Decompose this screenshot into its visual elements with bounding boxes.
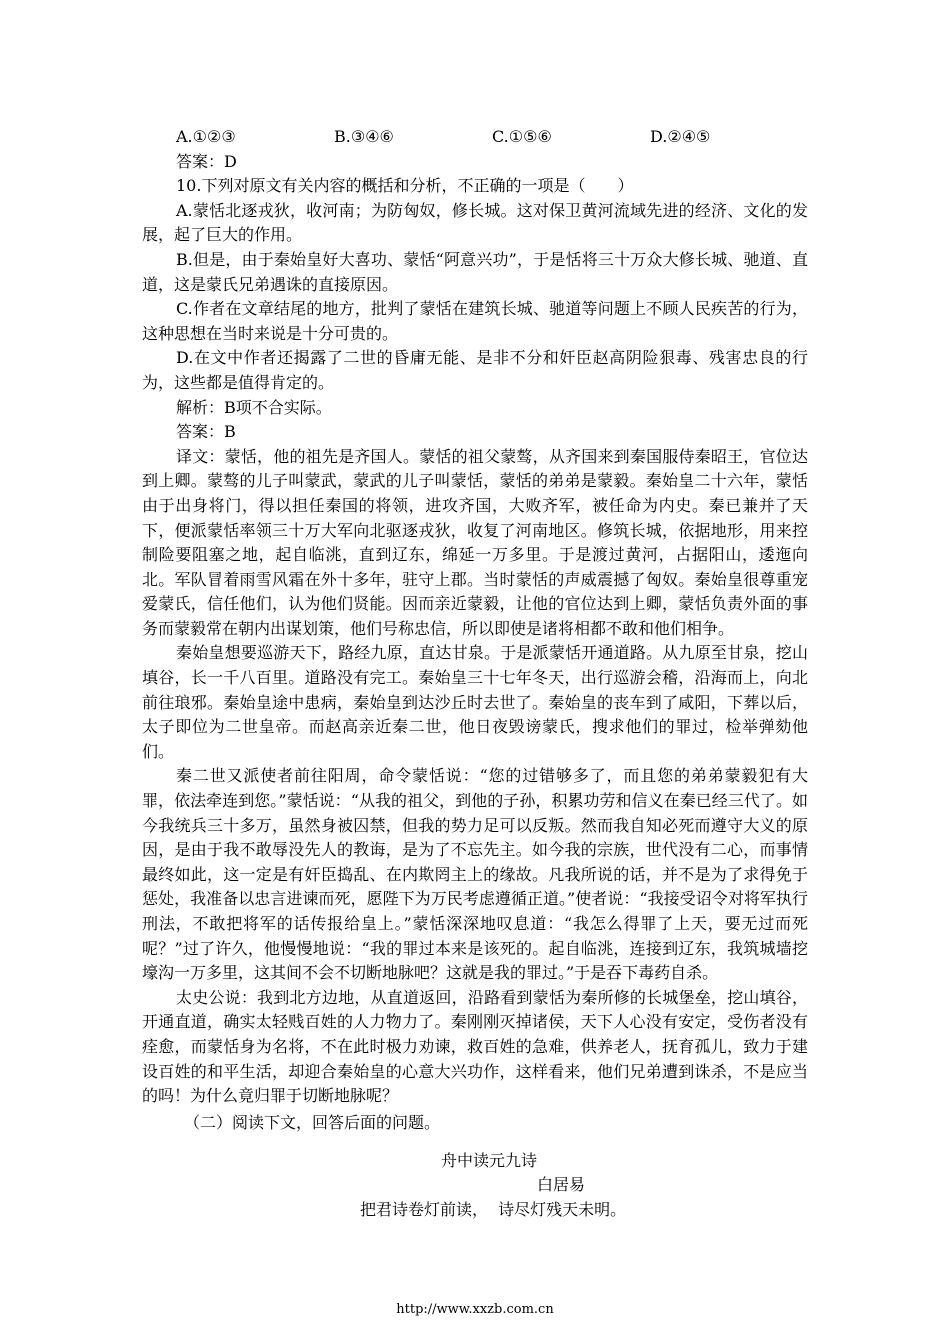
option-c: C.①⑤⑥ bbox=[492, 127, 552, 146]
q10-option-d: D.在文中作者还揭露了二世的昏庸无能、是非不分和奸臣赵高阴险狠毒、残害忠良的行为，这些都是值得肯定的。 bbox=[142, 348, 808, 392]
option-d: D.②④⑤ bbox=[650, 127, 711, 146]
q10-option-c: C.作者在文章结尾的地方，批判了蒙恬在建筑长城、驰道等问题上不顾人民疾苦的行为，这种思想在当时来说是十分可贵的。 bbox=[142, 299, 808, 343]
translation-paragraph-3: 秦二世又派使者前往阳周，命令蒙恬说：“您的过错够多了，而且您的弟弟蒙毅犯有大罪，依法牵连到您。”蒙恬说：“从我的祖父，到他的子孙，积累功劳和信义在秦已经三代了。如今我统兵三十多万，虽然身被囚禁，但我的势力足可以反叛。然而我自知必死而遵守大义的原因，是由于我不敢辱没先人的教诲，是为了不忘先主。如今我的宗族，世代没有二心，而事情最终如此，这一定是有奸臣捣乱、在内欺罔主上的缘故。凡我所说的话，并不是为了求得免于惩处，我准备以忠言进谏而死，愿陛下为万民考虑遵循正道。”使者说：“我接受诏令对将军执行刑法，不敢把将军的话传报给皇上。”蒙恬深深地叹息道：“我怎么得罪了上天，要无过而死呢？”过了许久，他慢慢地说：“我的罪过本来是该死的。起自临洮，连接到辽东，我筑城墙挖壕沟一万多里，这其间不会不切断地脉吧？这就是我的罪过。”于是吞下毒药自杀。 bbox=[142, 766, 808, 983]
answer-10: 答案：B bbox=[176, 422, 236, 442]
q10-option-b: B.但是，由于秦始皇好大喜功、蒙恬“阿意兴功”，于是恬将三十万众大修长城、驰道、直道，这是蒙氏兄弟遇诛的直接原因。 bbox=[142, 249, 808, 294]
option-a: A.①②③ bbox=[176, 127, 236, 146]
q9-options bbox=[142, 125, 808, 150]
question-10: 10.下列对原文有关内容的概括和分析，不正确的一项是（ ） bbox=[176, 176, 634, 196]
section-2-heading: （二）阅读下文，回答后面的问题。 bbox=[184, 1112, 441, 1132]
translation-paragraph-1: 译文：蒙恬，他的祖先是齐国人。蒙恬的祖父蒙骜，从齐国来到秦国服侍秦昭王，官位达到上卿。蒙骜的儿子叫蒙武，蒙武的儿子叫蒙恬，蒙恬的弟弟是蒙毅。秦始皇二十六年，蒙恬由于出身将门，得以担任秦国的将领，进攻齐国，大败齐军，被任命为内史。秦已兼并了天下，便派蒙恬率领三十万大军向北驱逐戎狄，收复了河南地区。修筑长城，依据地形，用来控制险要阻塞之地，起自临洮，直到辽东，绵延一万多里。于是渡过黄河，占据阳山，逶迤向北。军队冒着雨雪风霜在外十多年，驻守上郡。当时蒙恬的声威震撼了匈奴。秦始皇很尊重宠爱蒙氏，信任他们，认为他们贤能。因而亲近蒙毅，让他的官位达到上卿，蒙恬负责外面的事务而蒙毅常在朝内出谋划策，他们号称忠信，所以即使是诸将相都不敢和他们相争。 bbox=[142, 446, 808, 638]
poem-author: 白居易 bbox=[537, 1175, 586, 1194]
translation-paragraph-4: 太史公说：我到北方边地，从直道返回，沿路看到蒙恬为秦所修的长城堡垒，挖山填谷，开通直道，确实太轻贱百姓的人力物力了。秦刚刚灭掉诸侯，天下人心没有安定，受伤者没有痊愈，而蒙恬身为名将，不在此时极力劝谏，救百姓的急难，供养老人，抚育孤儿，致力于建设百姓的和平生活，却迎合秦始皇的心意大兴功作，这样看来，他们兄弟遭到诛杀，不是应当的吗！为什么竟归罪于切断地脉呢？ bbox=[142, 987, 808, 1106]
q10-option-a: A.蒙恬北逐戎狄，收河南；为防匈奴，修长城。这对保卫黄河流域先进的经济、文化的发展，起了巨大的作用。 bbox=[142, 200, 808, 245]
translation-paragraph-2: 秦始皇想要巡游天下，路经九原，直达甘泉。于是派蒙恬开通道路。从九原至甘泉，挖山填谷，长一千八百里。道路没有完工。秦始皇三十七年冬天，出行巡游会稽，沿海而上，向北前往琅邪。秦始皇途中患病，秦始皇到达沙丘时去世了。秦始皇的丧车到了咸阳，下葬以后，太子即位为二世皇帝。而赵高亲近秦二世，他日夜毁谤蒙氏，搜求他们的罪过，检举弹劾他们。 bbox=[142, 643, 808, 761]
poem-line: 把君诗卷灯前读， 诗尽灯残天未明。 bbox=[360, 1200, 627, 1219]
analysis-10: 解析：B项不合实际。 bbox=[176, 397, 332, 417]
option-b: B.③④⑥ bbox=[334, 127, 394, 146]
answer-9: 答案：D bbox=[176, 151, 237, 171]
main-text bbox=[142, 125, 808, 1135]
poem-title: 舟中读元九诗 bbox=[441, 1151, 538, 1170]
footer-url: http://www.xxzb.com.cn bbox=[396, 1302, 554, 1317]
